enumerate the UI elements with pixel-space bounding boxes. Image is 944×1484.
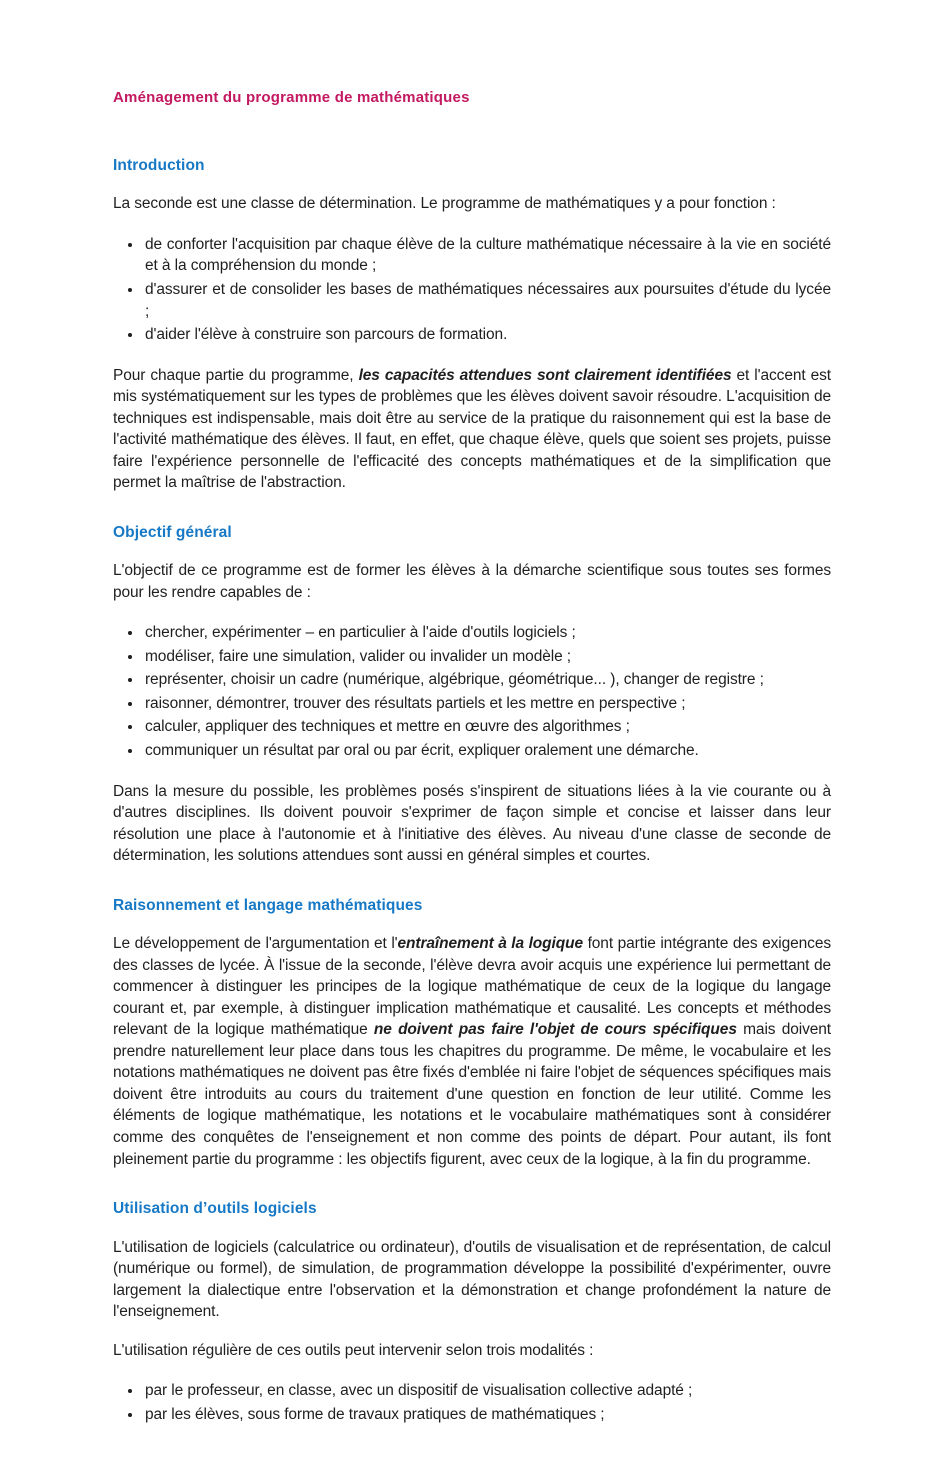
section-heading-raisonnement: Raisonnement et langage mathématiques	[113, 896, 423, 914]
list-item: • chercher, expérimenter – en particulier à l'aide d'outils logiciels ;	[143, 622, 831, 644]
list-item: • par le professeur, en classe, avec un dispositif de visualisation collective adapté ;	[143, 1380, 831, 1402]
raisonnement-paragraph	[113, 933, 831, 1170]
outils-bullet-list	[113, 1380, 831, 1425]
section-heading-objectif-general: Objectif général	[113, 523, 232, 541]
text-run: Le développement de l'argumentation et l'	[113, 935, 398, 953]
outils-paragraph-2: L'utilisation régulière de ces outils peut intervenir selon trois modalités :	[113, 1341, 594, 1359]
list-item: • de conforter l'acquisition par chaque élève de la culture mathématique nécessaire à la vie en société et à la compréhension du monde ;	[143, 234, 831, 277]
intro-paragraph-2	[113, 365, 831, 494]
section-heading-introduction: Introduction	[113, 156, 205, 174]
document-title: Aménagement du programme de mathématiques	[113, 89, 470, 106]
outils-paragraph-1: L'utilisation de logiciels (calculatrice ou ordinateur), d'outils de visualisation et de représentation, de calcul (numérique ou formel), de simulation, de programmation développe la possibilité d'expérimenter, ouvre largement la dialectique entre l'observation et la démonstration et change profondément la nature de l'enseignement.	[113, 1238, 831, 1321]
objectif-paragraph-1: L'objectif de ce programme est de former les élèves à la démarche scientifique sous toutes ses formes pour les rendre capables de :	[113, 562, 831, 601]
list-item: • d'aider l'élève à construire son parcours de formation.	[143, 324, 831, 346]
list-item: • représenter, choisir un cadre (numérique, algébrique, géométrique... ), changer de registre ;	[143, 669, 831, 691]
objectif-bullet-list	[113, 622, 831, 761]
list-item: • calculer, appliquer des techniques et mettre en œuvre des algorithmes ;	[143, 716, 831, 738]
intro-paragraph-1: La seconde est une classe de détermination. Le programme de mathématiques y a pour fonction :	[113, 195, 776, 213]
emphasis-run: les capacités attendues sont clairement identifiées	[358, 366, 732, 384]
list-item: • modéliser, faire une simulation, valider ou invalider un modèle ;	[143, 646, 831, 668]
list-item: • par les élèves, sous forme de travaux pratiques de mathématiques ;	[143, 1404, 831, 1426]
emphasis-run: ne doivent pas faire l'objet de cours spécifiques	[373, 1021, 737, 1039]
objectif-paragraph-2: Dans la mesure du possible, les problèmes posés s'inspirent de situations liées à la vie courante ou à d'autres disciplines. Ils doivent pouvoir s'exprimer de façon simple et concise et laisser dans leur résolution une place à l'autonomie et à l'initiative des élèves. Au niveau d'une classe de seconde de détermination, les solutions attendues sont aussi en général simples et courtes.	[113, 782, 831, 865]
text-run: font partie intégrante des exigences des classes de lycée. À l'issue de la seconde, l'élève devra avoir acquis une expérience lui permettant de commencer à distinguer les principes de la logique mathématique de ceux de la logique du langage courant et, par exemple, à distinguer implication mathématique et causalité. Les concepts et méthodes relevant de la logique mathématique	[113, 935, 831, 1039]
list-item: • communiquer un résultat par oral ou par écrit, expliquer oralement une démarche.	[143, 740, 831, 762]
text-run: Pour chaque partie du programme,	[113, 366, 359, 384]
emphasis-run: entraînement à la logique	[397, 935, 584, 953]
list-item: • d'assurer et de consolider les bases de mathématiques nécessaires aux poursuites d'étude du lycée ;	[143, 279, 831, 322]
text-run: et l'accent est mis systématiquement sur les types de problèmes que les élèves doivent savoir résoudre. L'acquisition de techniques est indispensable, mais doit être au service de la pratique du raisonnement qui est la base de l'activité mathématique des élèves. Il faut, en effet, que chaque élève, quels que soient ses projets, puisse faire l'expérience personnelle de l'efficacité des concepts mathématiques et de la simplification que permet la maîtrise de l'abstraction.	[113, 366, 831, 492]
intro-bullet-list	[113, 234, 831, 346]
section-heading-outils-logiciels: Utilisation d’outils logiciels	[113, 1200, 317, 1218]
list-item: • raisonner, démontrer, trouver des résultats partiels et les mettre en perspective ;	[143, 693, 831, 715]
text-run: mais doivent prendre naturellement leur place dans tous les chapitres du programme. De même, le vocabulaire et les notations mathématiques ne doivent pas être fixés d'emblée ni faire l'objet de séquences spécifiques mais doivent être introduits au cours du traitement d'une question en fonction de leur utilité. Comme les éléments de logique mathématique, les notations et le vocabulaire mathématiques sont à considérer comme des conquêtes de l'enseignement et non comme des points de départ. Pour autant, ils font pleinement partie du programme : les objectifs figurent, avec ceux de la logique, à la fin du programme.	[113, 1021, 831, 1168]
